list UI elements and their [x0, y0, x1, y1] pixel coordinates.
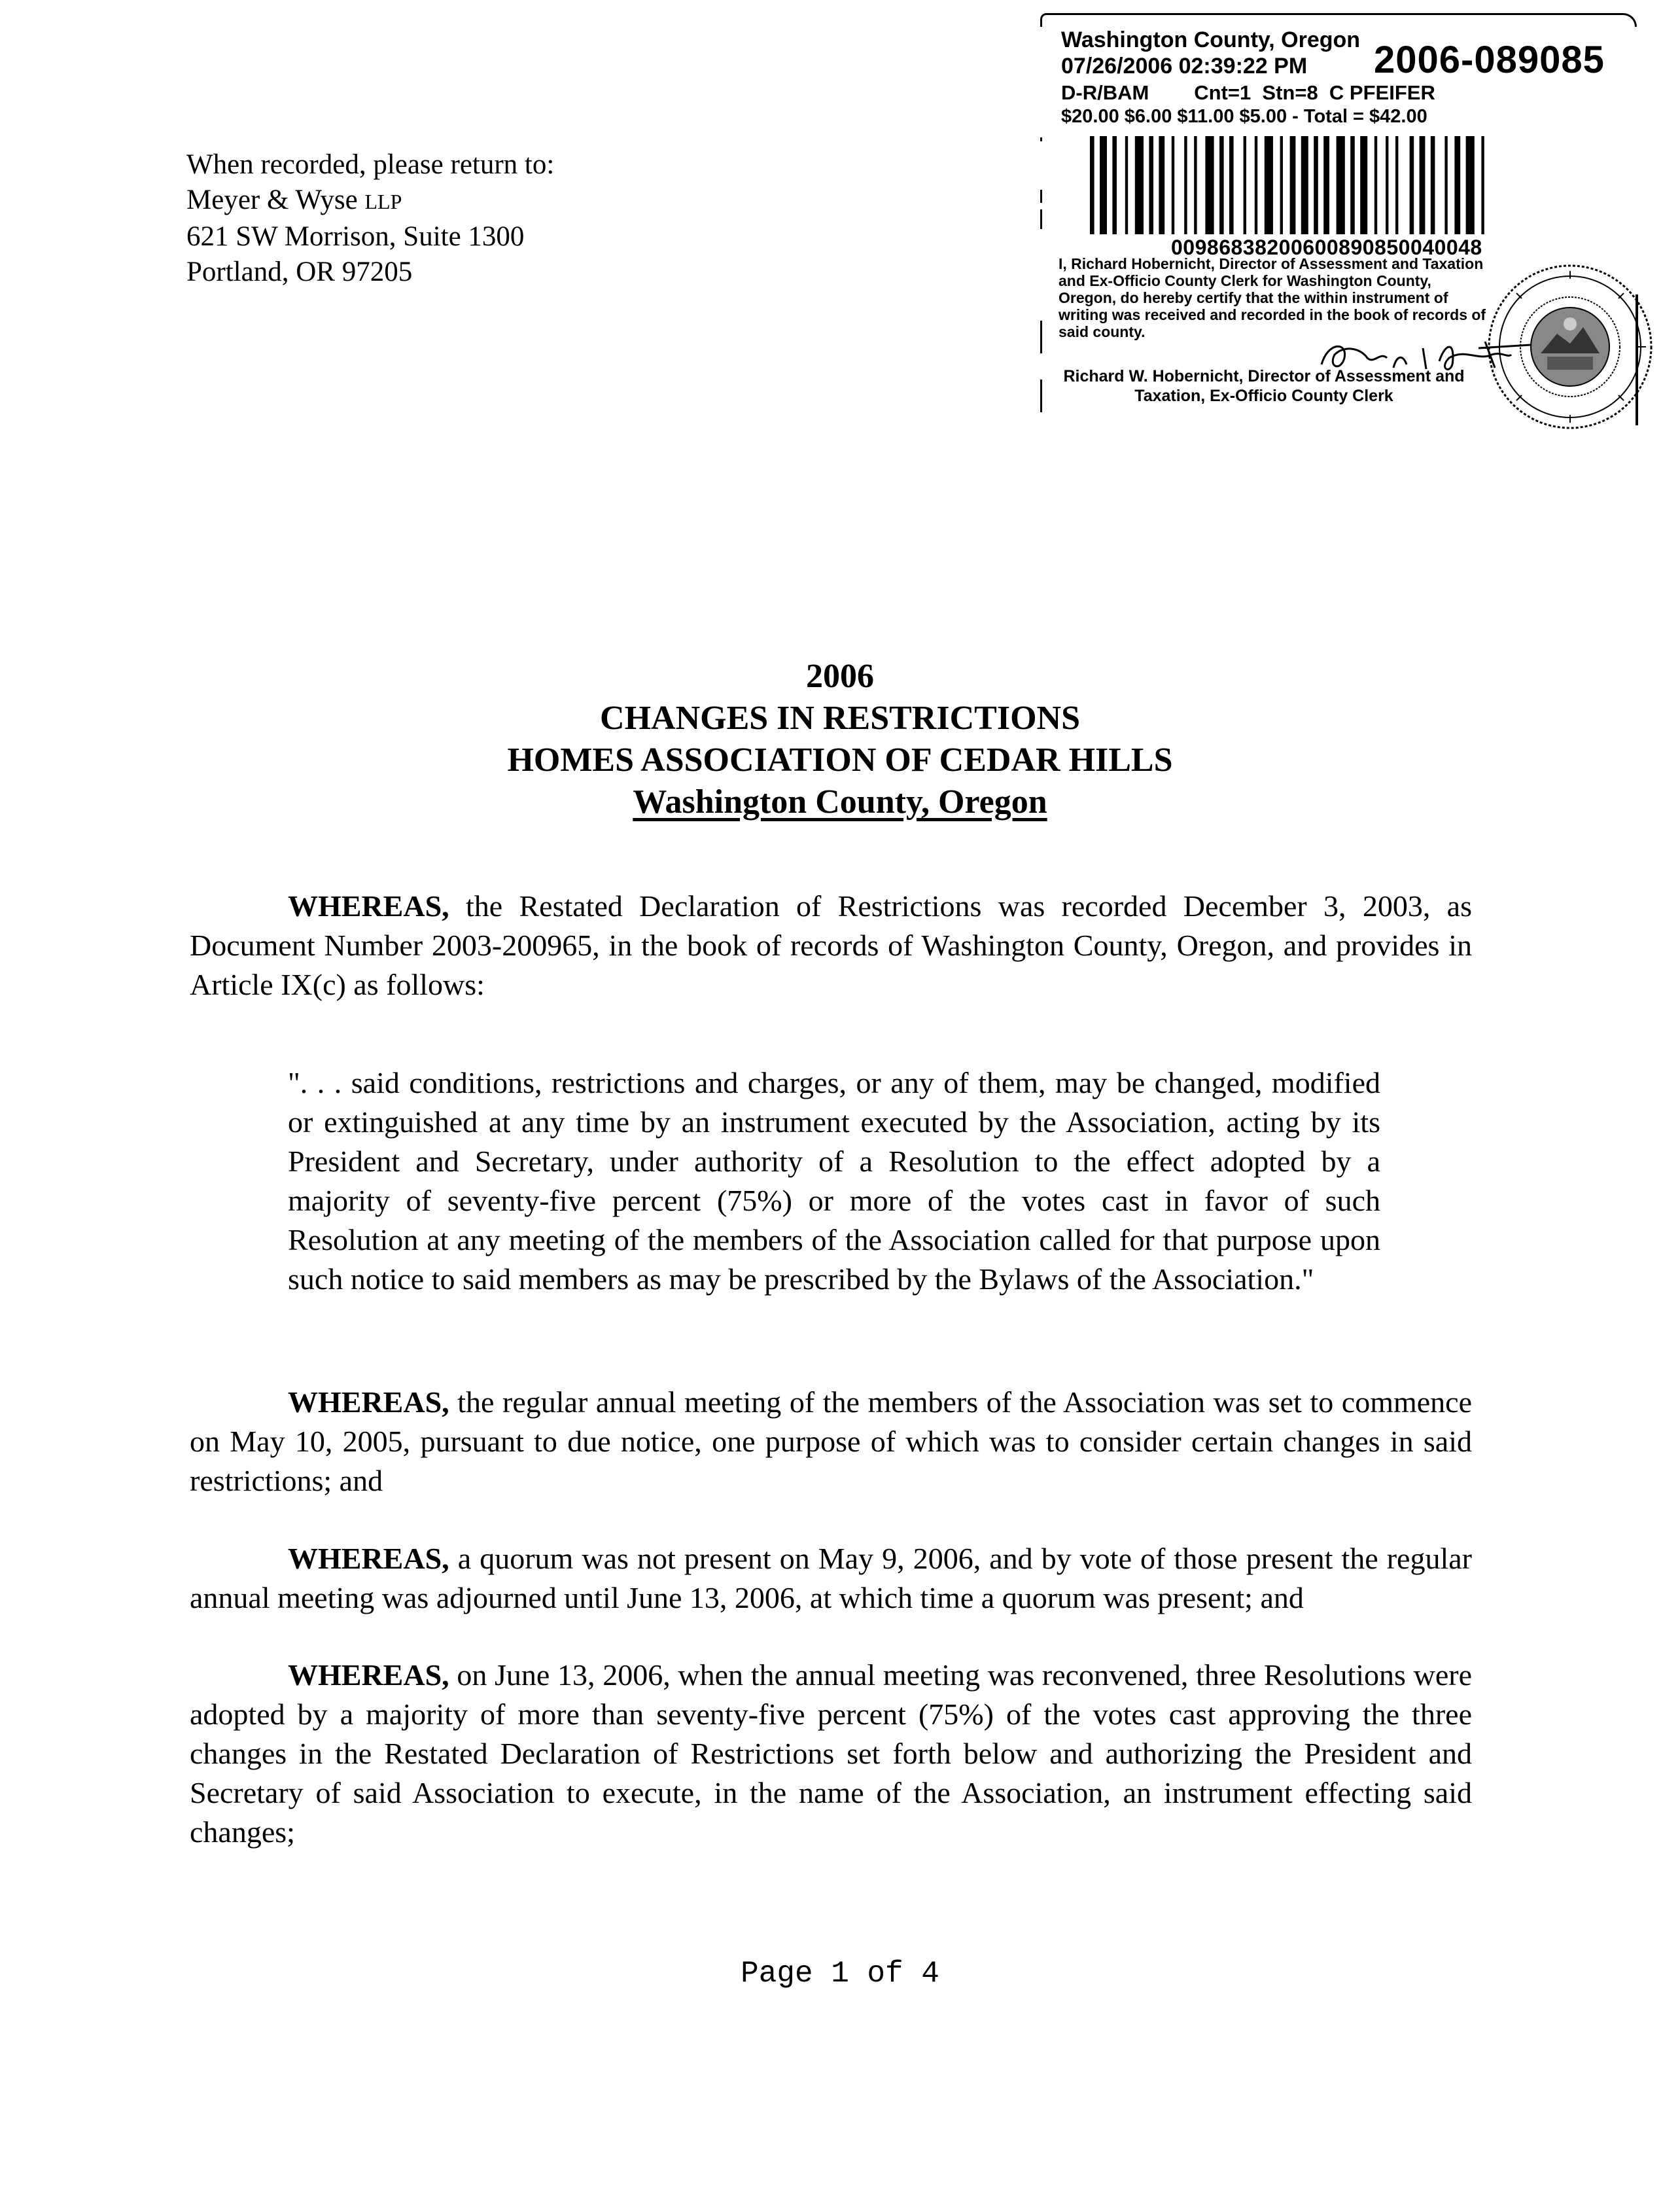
title-line-1: CHANGES IN RESTRICTIONS: [600, 700, 1080, 737]
stamp-county: Washington County, Oregon: [1061, 27, 1361, 52]
stamp-edge-mark: [1040, 209, 1042, 229]
whereas-paragraph-4: [190, 1656, 1472, 1852]
paragraph-text: the regular annual meeting of the members of the Association was set to commence on May 10, 2005, pursuant to due notice, one purpose of which was to consider certain changes in said restrictions; and: [190, 1385, 1472, 1497]
stamp-datetime: 07/26/2006 02:39:22 PM: [1061, 54, 1308, 79]
firm-name: Meyer & Wyse: [186, 185, 358, 215]
county-seal-icon: [1485, 262, 1655, 432]
stamp-frame: [1040, 13, 1637, 27]
whereas-lead: WHEREAS,: [288, 1385, 449, 1419]
whereas-lead: WHEREAS,: [288, 1658, 449, 1692]
stamp-right-edge: [1636, 294, 1638, 425]
whereas-paragraph-3: [190, 1539, 1472, 1618]
stamp-edge-mark: [1040, 190, 1042, 203]
paragraph-text: a quorum was not present on May 9, 2006, and by vote of those present the regular annual meeting was adjourned until June 13, 2006, at which time a quorum was present; and: [190, 1542, 1472, 1614]
whereas-paragraph-1: [190, 887, 1472, 1004]
return-instruction: When recorded, please return to:: [186, 149, 555, 180]
whereas-paragraph-2: [190, 1383, 1472, 1501]
return-city: Portland, OR 97205: [186, 257, 413, 287]
return-street: 621 SW Morrison, Suite 1300: [186, 221, 525, 252]
stamp-signer: Richard W. Hobernicht, Director of Assessment and Taxation, Ex-Officio County Clerk: [1063, 367, 1465, 405]
stamp-fees: $20.00 $6.00 $11.00 $5.00 - Total = $42.00: [1061, 106, 1427, 127]
return-address: [186, 147, 554, 290]
stamp-edge-mark: [1040, 380, 1042, 412]
firm-suffix: LLP: [364, 190, 402, 213]
stamp-edge-mark: [1040, 321, 1042, 353]
article-quote: ". . . said conditions, restrictions and charges, or any of them, may be changed, modified or extinguished at any time by an instrument executed by the Association, acting by its President and Secretary, under authority of a Resolution to the effect adopted by a majority of seventy-five percent (75%) or more of the votes cast in favor of such Resolution at any meeting of the members of the Association called for that purpose upon such notice to said members as may be prescribed by the Bylaws of the Association.": [288, 1066, 1380, 1296]
recording-stamp: [1040, 13, 1642, 419]
stamp-edge-mark: [1040, 137, 1042, 141]
title-line-2: HOMES ASSOCIATION OF CEDAR HILLS: [507, 741, 1173, 779]
stamp-document-number: 2006-089085: [1374, 39, 1605, 81]
whereas-lead: WHEREAS,: [288, 1542, 449, 1575]
paragraph-text: the Restated Declaration of Restrictions was recorded December 3, 2003, as Document Number 2003-200965, in the book of records of Washington County, Oregon, and provides in Article IX(c) as follows:: [190, 889, 1472, 1001]
barcode-number: 00986838200600890850040048: [1171, 236, 1482, 259]
title-county: Washington County, Oregon: [633, 783, 1047, 821]
page-number: Page 1 of 4: [741, 1957, 939, 1991]
stamp-clerk-line: D-R/BAM Cnt=1 Stn=8 C PFEIFER: [1061, 81, 1435, 104]
title-line-3: [0, 781, 1680, 823]
return-firm: [186, 183, 554, 219]
paragraph-text: on June 13, 2006, when the annual meeting was reconvened, three Resolutions were adopted by a majority of more than seventy-five percent (75%) of the votes cast approving the three changes in the Restated Declaration of Restrictions set forth below and authorizing the President and Secretary of said Association to execute, in the name of the Association, an instrument effecting said changes;: [190, 1658, 1472, 1849]
barcode-icon: [1090, 136, 1591, 246]
whereas-lead: WHEREAS,: [288, 889, 449, 923]
title-year: 2006: [806, 658, 874, 695]
stamp-certification: I, Richard Hobernicht, Director of Assessment and Taxation and Ex-Officio County Clerk for Washington County, Oregon, do hereby certify that the within instrument of writing was received and recorded in the book of records of said county.: [1059, 255, 1486, 340]
document-title: [0, 656, 1680, 823]
